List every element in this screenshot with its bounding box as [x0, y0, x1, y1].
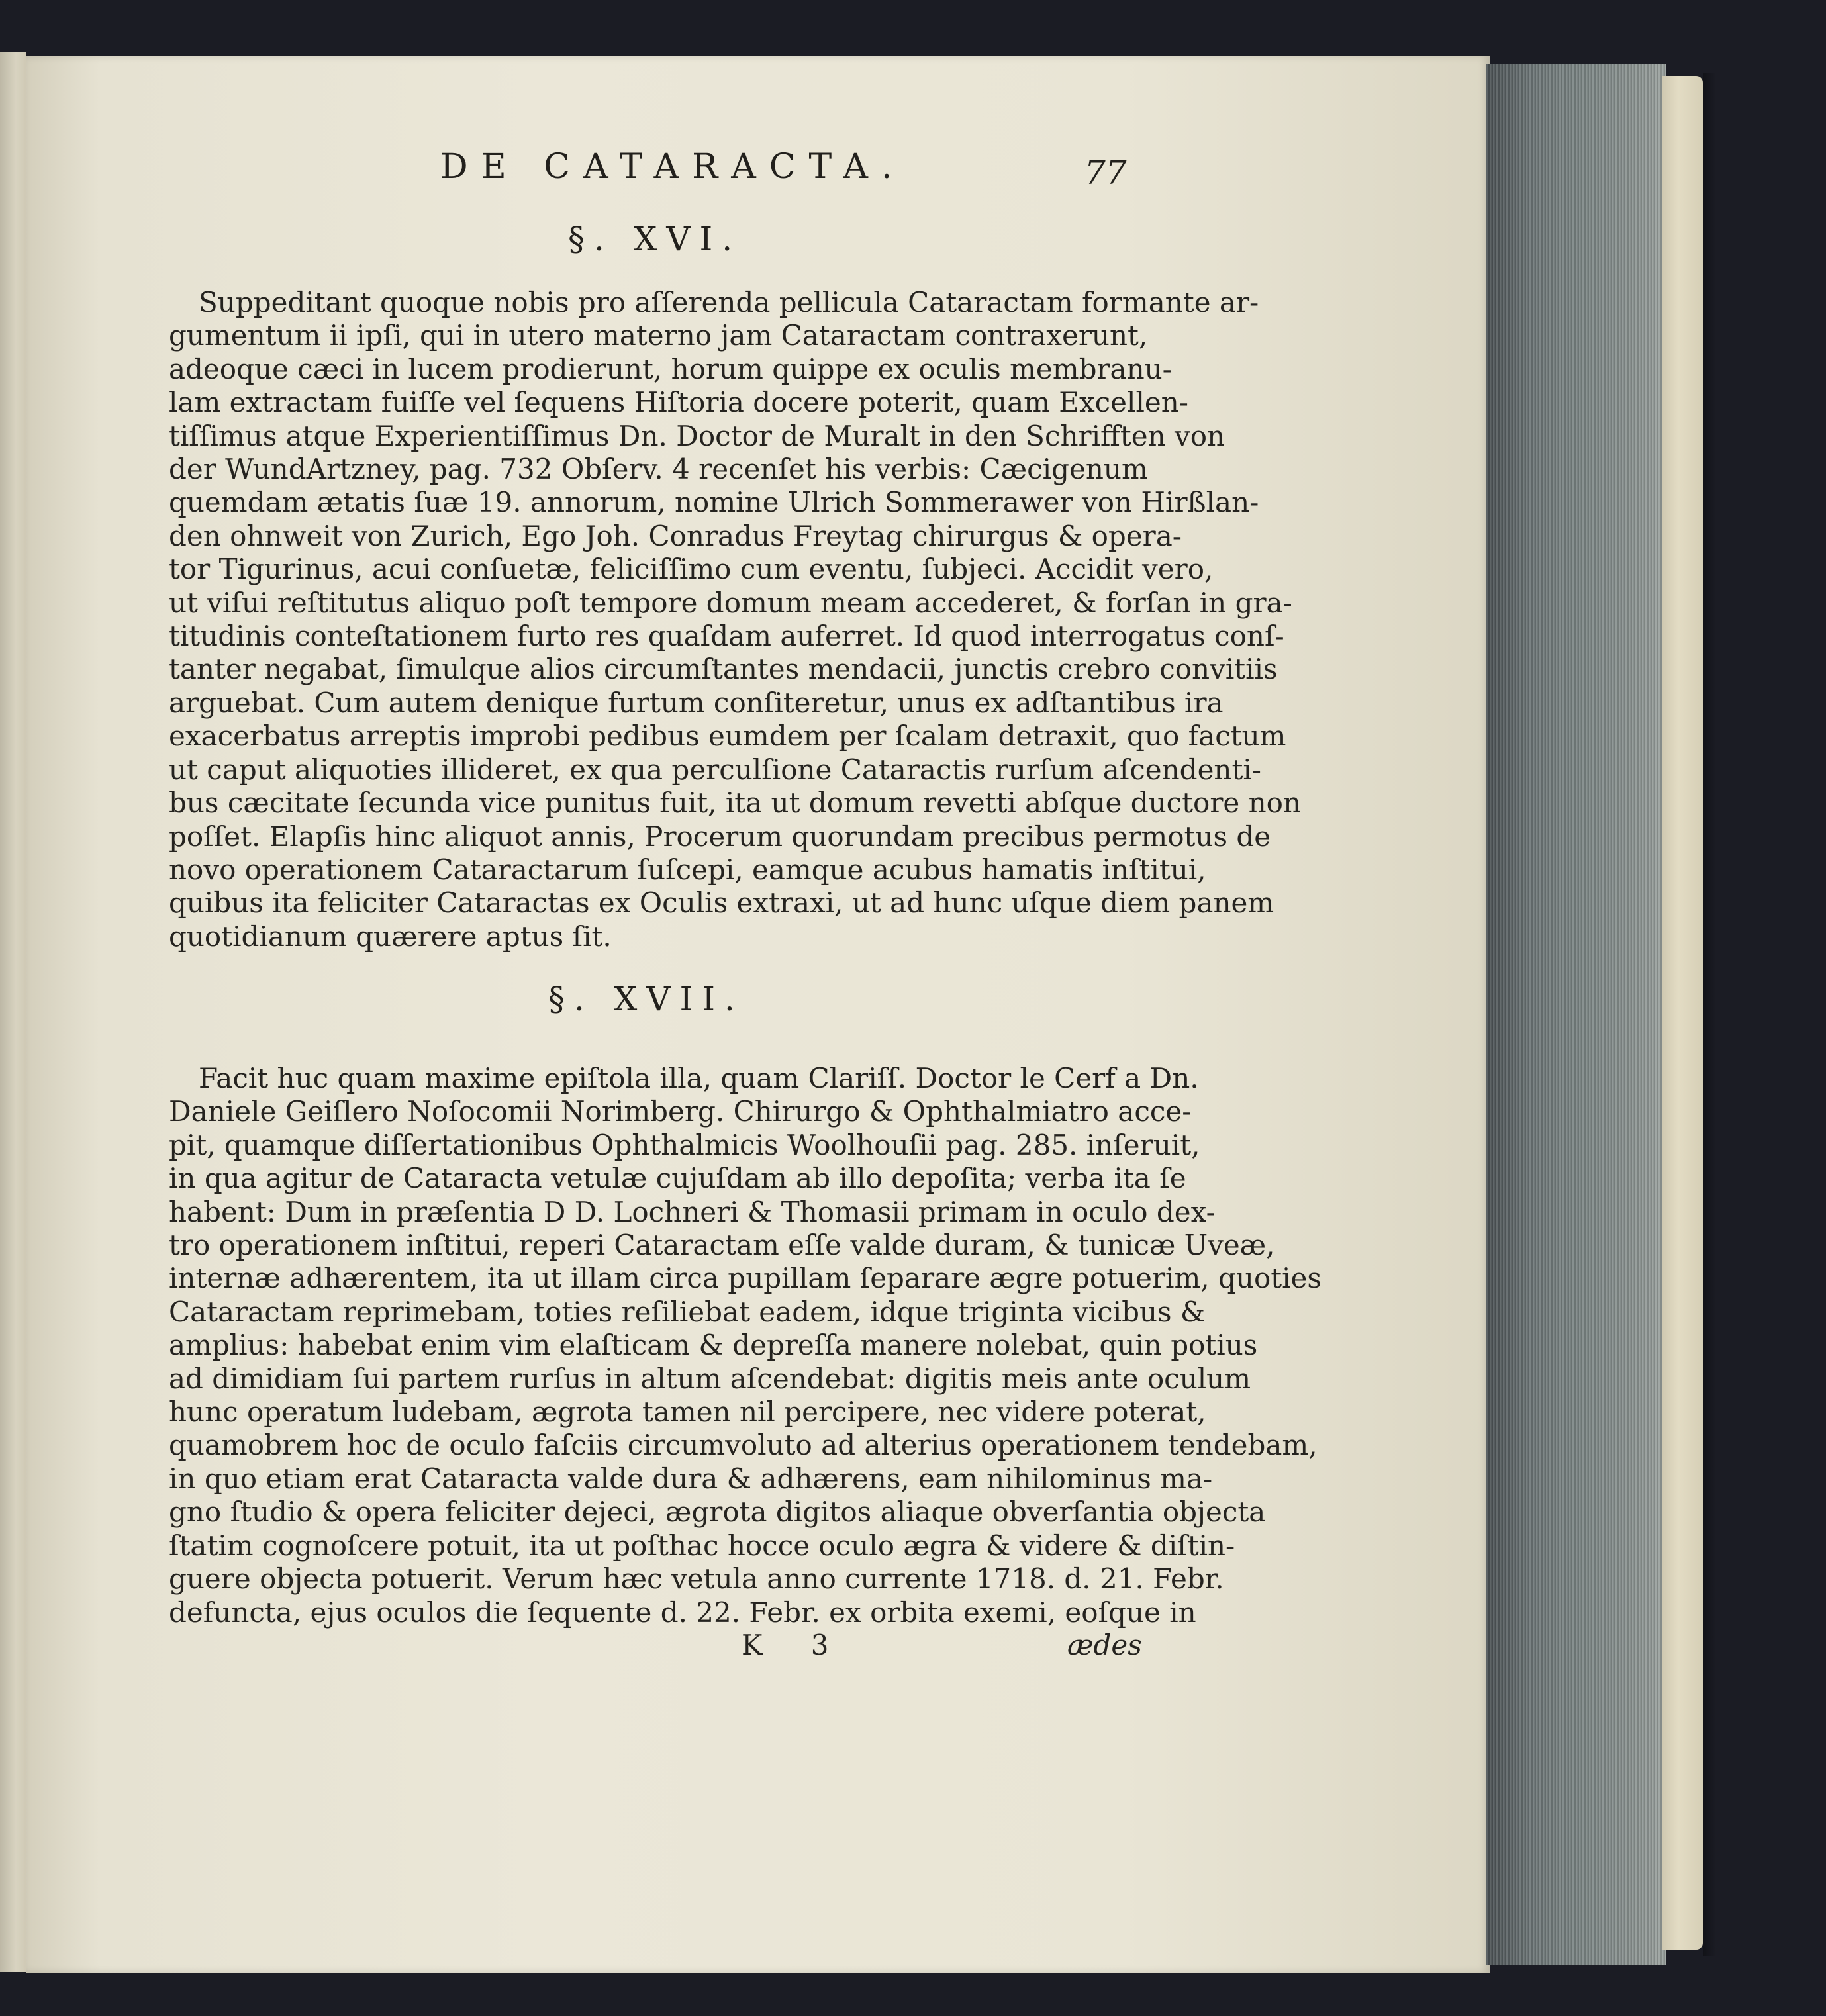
text-line: quotidianum quærere aptus ſit.: [169, 920, 612, 953]
text-line: novo operationem Cataractarum ſuſcepi, eamque acubus hamatis inſtitui,: [169, 853, 1206, 886]
text-line: ut caput aliquoties illideret, ex qua perculſione Cataractis rurſum aſcendenti-: [169, 753, 1261, 786]
text-line: Facit huc quam maxime epiſtola illa, quam Clariſſ. Doctor le Cerf a Dn.: [199, 1062, 1199, 1094]
text-line: Cataractam reprimebam, toties reſiliebat eadem, idque triginta vicibus &: [169, 1295, 1206, 1328]
text-line: gno ſtudio & opera feliciter dejeci, ægrota digitos aliaque obverſantia objecta: [169, 1496, 1266, 1529]
text-line: in quo etiam erat Cataracta valde dura & adhærens, eam nihilominus ma-: [169, 1462, 1213, 1495]
text-line: ſtatim cognoſcere potuit, ita ut poſthac hocce oculo ægra & videre & diſtin-: [169, 1529, 1235, 1562]
text-line: defuncta, ejus oculos die ſequente d. 22. Febr. ex orbita exemi, eoſque in: [169, 1596, 1196, 1629]
page-edges-block: [1486, 64, 1666, 1965]
signature-mark: K 3: [742, 1629, 849, 1661]
cover-shadow: [1703, 73, 1716, 1956]
paragraph-section-17: [169, 1062, 1321, 1629]
text-line: amplius: habebat enim vim elaſticam & depreſſa manere nolebat, quin potius: [169, 1329, 1258, 1362]
text-line: ad dimidiam ſui partem rurſus in altum aſcendebat: digitis meis ante oculum: [169, 1362, 1251, 1395]
text-line: bus cæcitate ſecunda vice punitus fuit, ita ut domum revetti abſque ductore non: [169, 787, 1302, 820]
text-line: der WundArtzney, pag. 732 Obſerv. 4 recenſet his verbis: Cæcigenum: [169, 453, 1148, 486]
text-line: guere objecta potuerit. Verum hæc vetula anno currente 1718. d. 21. Febr.: [169, 1562, 1224, 1596]
text-line: quibus ita feliciter Cataractas ex Oculis extraxi, ut ad hunc uſque diem panem: [169, 887, 1274, 920]
text-line: ut viſui reſtitutus aliquo poſt tempore domum meam accederet, & forſan in gra-: [169, 586, 1292, 619]
text-line: tanter negabat, ſimulque alios circumſtantes mendacii, junctis crebro convitiis: [169, 653, 1278, 686]
previous-page-edge: [0, 52, 26, 1972]
text-line: den ohnweit von Zurich, Ego Joh. Conradus Freytag chirurgus & opera-: [169, 519, 1182, 552]
text-line: tiſſimus atque Experientiſſimus Dn. Doctor de Muralt in den Schrifften von: [169, 419, 1225, 452]
text-line: quemdam ætatis ſuæ 19. annorum, nomine Ulrich Sommerawer von Hirßlan-: [169, 486, 1259, 519]
catchword: ædes: [1067, 1629, 1142, 1661]
text-line: in qua agitur de Cataracta vetulæ cujuſdam ab illo depoſita; verba ita ſe: [169, 1162, 1186, 1195]
text-line: Daniele Geiſlero Noſocomii Norimberg. Chirurgo & Ophthalmiatro acce-: [169, 1095, 1192, 1128]
running-title: DE CATARACTA.: [440, 147, 906, 187]
text-line: hunc operatum ludebam, ægrota tamen nil percipere, nec videre poterat,: [169, 1396, 1206, 1429]
text-line: exacerbatus arreptis improbi pedibus eumdem per ſcalam detraxit, quo factum: [169, 720, 1286, 753]
text-line: lam extractam fuiſſe vel ſequens Hiſtoria docere poterit, quam Excellen-: [169, 386, 1188, 419]
paragraph-section-16: [169, 286, 1302, 953]
text-line: adeoque cæci in lucem prodierunt, horum quippe ex oculis membranu-: [169, 352, 1172, 385]
text-line: tro operationem inſtitui, reperi Cataractam eſſe valde duram, & tunicæ Uveæ,: [169, 1229, 1275, 1262]
page-number: 77: [1084, 154, 1127, 192]
section-heading: §. XVII.: [548, 980, 744, 1018]
text-line: quamobrem hoc de oculo faſciis circumvoluto ad alterius operationem tendebam,: [169, 1429, 1318, 1462]
text-line: titudinis conteſtationem furto res quaſdam auferret. Id quod interrogatus conſ-: [169, 620, 1284, 653]
text-line: pit, quamque diſſertationibus Ophthalmicis Woolhouſii pag. 285. inſeruit,: [169, 1128, 1200, 1161]
section-heading: §. XVI.: [568, 220, 742, 258]
text-line: poſſet. Elapſis hinc aliquot annis, Procerum quorundam precibus permotus de: [169, 820, 1271, 853]
book-cover-edge: [1662, 76, 1703, 1950]
text-line: Suppeditant quoque nobis pro aſſerenda pellicula Cataractam formante ar-: [199, 286, 1259, 318]
text-line: gumentum ii ipſi, qui in utero materno jam Cataractam contraxerunt,: [169, 319, 1148, 352]
text-line: tor Tigurinus, acui conſuetæ, feliciſſimo cum eventu, ſubjeci. Accidit vero,: [169, 553, 1214, 586]
text-line: internæ adhærentem, ita ut illam circa pupillam ſeparare ægre potuerim, quoties: [169, 1262, 1321, 1295]
text-line: arguebat. Cum autem denique furtum conſiteretur, unus ex adſtantibus ira: [169, 686, 1224, 719]
text-line: habent: Dum in præſentia D D. Lochneri & Thomasii primam in oculo dex-: [169, 1195, 1216, 1228]
